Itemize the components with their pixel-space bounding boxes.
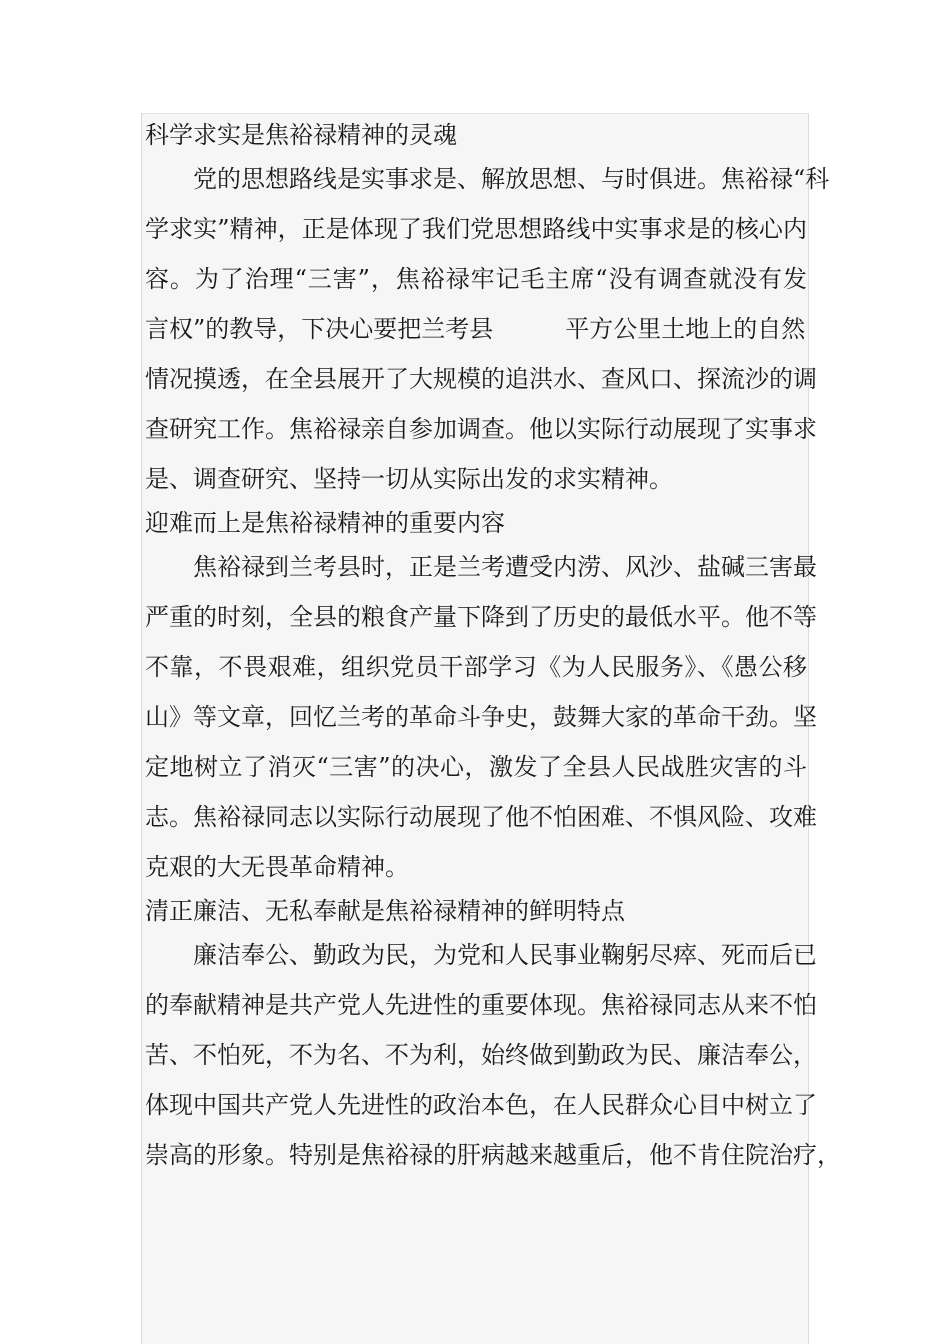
paragraph-3 — [145, 930, 841, 1180]
paragraph-line: 克艰的大无畏革命精神。 — [145, 853, 409, 881]
paragraph-2 — [145, 542, 817, 892]
paragraph-line: 焦裕禄到兰考县时，正是兰考遭受内涝、风沙、盐碱三害最 — [193, 553, 817, 581]
paragraph-line: 查研究工作。焦裕禄亲自参加调查。他以实际行动展现了实事求 — [145, 415, 817, 443]
paragraph-line-tail: 平方公里土地上的自然 — [565, 315, 806, 343]
paragraph-1 — [145, 154, 830, 504]
paragraph-line: 严重的时刻，全县的粮食产量下降到了历史的最低水平。他不等 — [145, 603, 817, 631]
section-heading-1: 科学求实是焦裕禄精神的灵魂 — [145, 121, 457, 149]
paragraph-line: 学求实”精神，正是体现了我们党思想路线中实事求是的核心内 — [145, 215, 807, 243]
paragraph-line: 容。为了治理“三害”，焦裕禄牢记毛主席“没有调查就没有发 — [145, 265, 807, 293]
paragraph-line: 是、调查研究、坚持一切从实际出发的求实精神。 — [145, 465, 673, 493]
paragraph-line-with-gap — [145, 304, 807, 354]
paragraph-line: 定地树立了消灭“三害”的决心，激发了全县人民战胜灾害的斗 — [145, 753, 807, 781]
paragraph-line: 不靠，不畏艰难，组织党员干部学习《为人民服务》、《愚公移 — [145, 653, 807, 681]
paragraph-line: 崇高的形象。特别是焦裕禄的肝病越来越重后，他不肯住院治疗， — [145, 1141, 841, 1169]
paragraph-line: 的奉献精神是共产党人先进性的重要体现。焦裕禄同志从来不怕 — [145, 991, 817, 1019]
paragraph-line: 苦、不怕死，不为名、不为利，始终做到勤政为民、廉洁奉公， — [145, 1041, 817, 1069]
paragraph-line: 体现中国共产党人先进性的政治本色，在人民群众心目中树立了 — [145, 1091, 817, 1119]
document-body — [145, 116, 841, 1180]
paragraph-line: 廉洁奉公、勤政为民，为党和人民事业鞠躬尽瘁、死而后已 — [193, 941, 817, 969]
paragraph-line: 志。焦裕禄同志以实际行动展现了他不怕困难、不惧风险、攻难 — [145, 803, 817, 831]
section-heading-3: 清正廉洁、无私奉献是焦裕禄精神的鲜明特点 — [145, 897, 625, 925]
paragraph-line-head: 言权”的教导，下决心要把兰考县 — [145, 315, 494, 343]
section-heading-2: 迎难而上是焦裕禄精神的重要内容 — [145, 509, 505, 537]
paragraph-line: 党的思想路线是实事求是、解放思想、与时俱进。焦裕禄“科 — [193, 165, 830, 193]
paragraph-line: 山》等文章，回忆兰考的革命斗争史，鼓舞大家的革命干劲。坚 — [145, 703, 817, 731]
paragraph-line: 情况摸透，在全县展开了大规模的追洪水、查风口、探流沙的调 — [145, 365, 817, 393]
